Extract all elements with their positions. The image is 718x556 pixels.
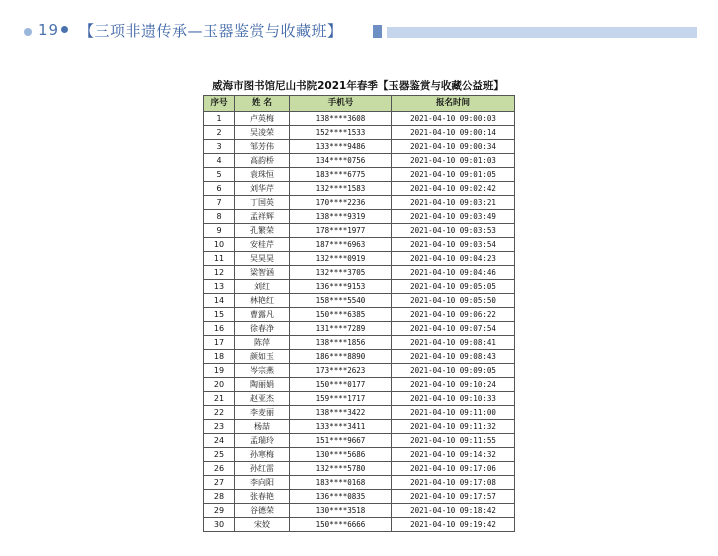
table-row	[204, 182, 515, 196]
cell-no: 15	[204, 308, 235, 322]
header-decoration-bar	[387, 27, 697, 38]
cell-no: 21	[204, 392, 235, 406]
cell-no: 29	[204, 504, 235, 518]
bullet-dot-icon	[24, 28, 32, 36]
table-row	[204, 504, 515, 518]
table-row	[204, 224, 515, 238]
cell-phone: 138****3608	[290, 112, 392, 126]
cell-time: 2021-04-10 09:01:03	[392, 154, 515, 168]
cell-no: 5	[204, 168, 235, 182]
cell-phone: 150****6666	[290, 518, 392, 532]
cell-phone: 150****0177	[290, 378, 392, 392]
cell-no: 10	[204, 238, 235, 252]
table-row	[204, 490, 515, 504]
cell-time: 2021-04-10 09:03:54	[392, 238, 515, 252]
cell-time: 2021-04-10 09:10:24	[392, 378, 515, 392]
cell-time: 2021-04-10 09:11:00	[392, 406, 515, 420]
table-row	[204, 364, 515, 378]
cell-phone: 186****8890	[290, 350, 392, 364]
cell-phone: 187****6963	[290, 238, 392, 252]
cell-time: 2021-04-10 09:10:33	[392, 392, 515, 406]
cell-time: 2021-04-10 09:17:08	[392, 476, 515, 490]
cell-phone: 152****1533	[290, 126, 392, 140]
cell-no: 26	[204, 462, 235, 476]
table-row	[204, 238, 515, 252]
cell-phone: 131****7289	[290, 322, 392, 336]
table-row	[204, 126, 515, 140]
cell-no: 4	[204, 154, 235, 168]
cell-no: 8	[204, 210, 235, 224]
cell-phone: 159****1717	[290, 392, 392, 406]
section-header	[0, 0, 718, 60]
cell-time: 2021-04-10 09:05:05	[392, 280, 515, 294]
cell-no: 13	[204, 280, 235, 294]
cell-no: 25	[204, 448, 235, 462]
cell-phone: 136****9153	[290, 280, 392, 294]
cell-name: 张春艳	[235, 490, 290, 504]
cell-phone: 158****5540	[290, 294, 392, 308]
cell-name: 梁智涵	[235, 266, 290, 280]
cell-name: 曹露凡	[235, 308, 290, 322]
registration-table	[203, 95, 515, 532]
cell-name: 徐春净	[235, 322, 290, 336]
cell-phone: 183****0168	[290, 476, 392, 490]
cell-no: 2	[204, 126, 235, 140]
cell-no: 9	[204, 224, 235, 238]
table-row	[204, 476, 515, 490]
cell-name: 孙红雷	[235, 462, 290, 476]
cell-time: 2021-04-10 09:18:42	[392, 504, 515, 518]
cell-name: 颜如玉	[235, 350, 290, 364]
cell-name: 吴凌荣	[235, 126, 290, 140]
table-row	[204, 350, 515, 364]
table-row	[204, 434, 515, 448]
cell-no: 1	[204, 112, 235, 126]
cell-time: 2021-04-10 09:00:14	[392, 126, 515, 140]
cell-name: 卢英梅	[235, 112, 290, 126]
separator-block	[373, 25, 382, 38]
table-row	[204, 266, 515, 280]
cell-name: 孟祥辉	[235, 210, 290, 224]
cell-phone: 138****1856	[290, 336, 392, 350]
cell-name: 刘红	[235, 280, 290, 294]
cell-no: 17	[204, 336, 235, 350]
cell-no: 20	[204, 378, 235, 392]
cell-time: 2021-04-10 09:17:06	[392, 462, 515, 476]
table-header-row	[204, 96, 515, 112]
cell-time: 2021-04-10 09:17:57	[392, 490, 515, 504]
cell-phone: 132****3705	[290, 266, 392, 280]
cell-name: 刘华芹	[235, 182, 290, 196]
cell-time: 2021-04-10 09:14:32	[392, 448, 515, 462]
cell-name: 林艳红	[235, 294, 290, 308]
table-row	[204, 252, 515, 266]
cell-time: 2021-04-10 09:02:42	[392, 182, 515, 196]
cell-no: 6	[204, 182, 235, 196]
cell-phone: 150****6385	[290, 308, 392, 322]
cell-name: 赵亚杰	[235, 392, 290, 406]
table-row	[204, 448, 515, 462]
cell-phone: 134****0756	[290, 154, 392, 168]
cell-name: 高韵桥	[235, 154, 290, 168]
document-title: 威海市图书馆尼山书院2021年春季【玉器鉴赏与收藏公益班】	[212, 80, 504, 92]
cell-time: 2021-04-10 09:00:34	[392, 140, 515, 154]
cell-time: 2021-04-10 09:03:49	[392, 210, 515, 224]
cell-name: 岑宗燕	[235, 364, 290, 378]
cell-time: 2021-04-10 09:08:43	[392, 350, 515, 364]
cell-time: 2021-04-10 09:04:23	[392, 252, 515, 266]
cell-time: 2021-04-10 09:03:21	[392, 196, 515, 210]
table-row	[204, 280, 515, 294]
cell-phone: 151****9667	[290, 434, 392, 448]
column-header-phone: 手机号	[290, 96, 392, 112]
table-row	[204, 308, 515, 322]
table-row	[204, 196, 515, 210]
cell-time: 2021-04-10 09:06:22	[392, 308, 515, 322]
cell-name: 谷德荣	[235, 504, 290, 518]
cell-no: 23	[204, 420, 235, 434]
table-row	[204, 140, 515, 154]
table-row	[204, 518, 515, 532]
cell-name: 杨喆	[235, 420, 290, 434]
table-row	[204, 112, 515, 126]
cell-no: 27	[204, 476, 235, 490]
cell-name: 孟瑞玲	[235, 434, 290, 448]
cell-no: 19	[204, 364, 235, 378]
cell-no: 12	[204, 266, 235, 280]
table-body	[204, 112, 515, 532]
table-row	[204, 336, 515, 350]
cell-no: 30	[204, 518, 235, 532]
cell-name: 孔繁荣	[235, 224, 290, 238]
cell-no: 3	[204, 140, 235, 154]
table-row	[204, 420, 515, 434]
table-row	[204, 294, 515, 308]
section-title: 【三项非遗传承—玉器鉴赏与收藏班】	[79, 22, 343, 40]
table-row	[204, 392, 515, 406]
cell-phone: 178****1977	[290, 224, 392, 238]
section-number-wrap	[38, 21, 70, 39]
cell-time: 2021-04-10 09:09:05	[392, 364, 515, 378]
cell-time: 2021-04-10 09:11:32	[392, 420, 515, 434]
cell-name: 袁珠恒	[235, 168, 290, 182]
cell-phone: 136****0835	[290, 490, 392, 504]
cell-name: 邹芳伟	[235, 140, 290, 154]
table-row	[204, 322, 515, 336]
cell-time: 2021-04-10 09:07:54	[392, 322, 515, 336]
cell-name: 宋姣	[235, 518, 290, 532]
cell-no: 16	[204, 322, 235, 336]
table-row	[204, 210, 515, 224]
cell-no: 24	[204, 434, 235, 448]
cell-no: 11	[204, 252, 235, 266]
cell-phone: 133****3411	[290, 420, 392, 434]
cell-phone: 133****9486	[290, 140, 392, 154]
cell-no: 18	[204, 350, 235, 364]
cell-phone: 130****3518	[290, 504, 392, 518]
cell-name: 李麦丽	[235, 406, 290, 420]
cell-phone: 183****6775	[290, 168, 392, 182]
cell-time: 2021-04-10 09:01:05	[392, 168, 515, 182]
table-row	[204, 154, 515, 168]
dot-icon	[61, 26, 68, 33]
cell-phone: 132****1583	[290, 182, 392, 196]
cell-name: 安桂芹	[235, 238, 290, 252]
table-row	[204, 168, 515, 182]
cell-phone: 138****9319	[290, 210, 392, 224]
cell-time: 2021-04-10 09:00:03	[392, 112, 515, 126]
cell-name: 李向阳	[235, 476, 290, 490]
column-header-no: 序号	[204, 96, 235, 112]
table-row	[204, 378, 515, 392]
cell-phone: 132****0919	[290, 252, 392, 266]
cell-phone: 170****2236	[290, 196, 392, 210]
cell-phone: 138****3422	[290, 406, 392, 420]
cell-time: 2021-04-10 09:03:53	[392, 224, 515, 238]
cell-no: 14	[204, 294, 235, 308]
cell-no: 28	[204, 490, 235, 504]
cell-name: 丁国英	[235, 196, 290, 210]
column-header-time: 报名时间	[392, 96, 515, 112]
cell-phone: 173****2623	[290, 364, 392, 378]
cell-name: 孙寒梅	[235, 448, 290, 462]
table-row	[204, 406, 515, 420]
cell-phone: 130****5686	[290, 448, 392, 462]
cell-name: 吴昊昊	[235, 252, 290, 266]
cell-time: 2021-04-10 09:19:42	[392, 518, 515, 532]
column-header-name: 姓 名	[235, 96, 290, 112]
cell-phone: 132****5780	[290, 462, 392, 476]
cell-name: 陶丽娟	[235, 378, 290, 392]
cell-time: 2021-04-10 09:11:55	[392, 434, 515, 448]
cell-time: 2021-04-10 09:05:50	[392, 294, 515, 308]
cell-time: 2021-04-10 09:04:46	[392, 266, 515, 280]
cell-time: 2021-04-10 09:08:41	[392, 336, 515, 350]
table-row	[204, 462, 515, 476]
cell-name: 陈萍	[235, 336, 290, 350]
section-number: 19	[38, 21, 60, 39]
cell-no: 7	[204, 196, 235, 210]
cell-no: 22	[204, 406, 235, 420]
